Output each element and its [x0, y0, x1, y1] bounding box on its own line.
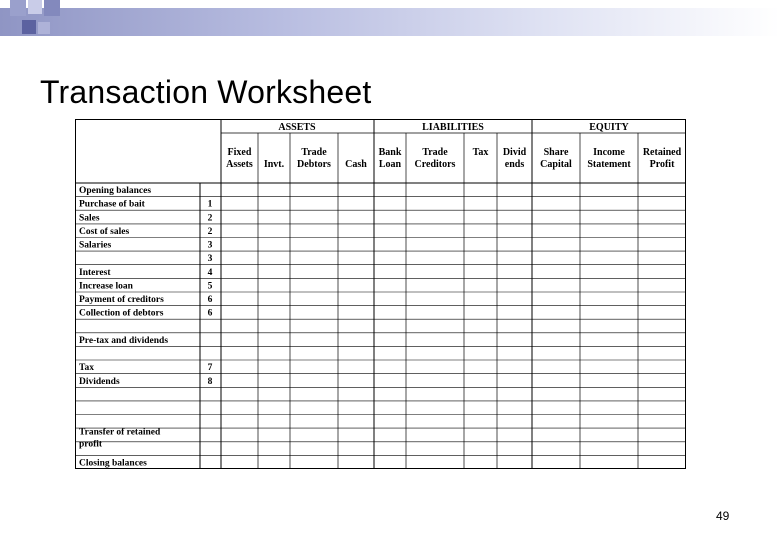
column-header: Assets: [226, 159, 253, 170]
decorative-square: [44, 0, 60, 16]
title-band: [0, 8, 780, 36]
row-label: profit: [79, 439, 103, 450]
row-label: Salaries: [79, 240, 112, 251]
row-ref-number: 3: [207, 240, 213, 251]
column-header: Trade: [301, 147, 327, 158]
row-label: Closing balances: [79, 458, 147, 469]
row-ref-number: 4: [207, 267, 213, 278]
column-header: Tax: [472, 147, 489, 158]
page-number: 49: [716, 509, 730, 523]
column-header: Creditors: [414, 159, 456, 170]
decorative-square: [38, 22, 50, 34]
decorative-square: [10, 0, 26, 16]
row-label: Sales: [79, 213, 100, 224]
row-ref-number: 8: [207, 376, 213, 387]
row-label: Collection of debtors: [79, 308, 164, 319]
page-title: Transaction Worksheet: [40, 74, 372, 110]
table-border: [76, 120, 686, 469]
row-ref-number: 7: [207, 363, 213, 374]
column-header: Statement: [587, 159, 631, 170]
transaction-worksheet-table: [75, 119, 686, 469]
assets-group-header: ASSETS: [278, 122, 316, 133]
column-header: Fixed: [227, 147, 252, 158]
column-header: Capital: [540, 159, 572, 170]
row-label: Increase loan: [79, 281, 133, 292]
row-label: Purchase of bait: [79, 199, 145, 210]
column-header: ends: [504, 159, 525, 170]
row-ref-number: 2: [207, 213, 213, 224]
row-label: Cost of sales: [79, 226, 130, 237]
row-ref-number: 6: [207, 295, 213, 306]
row-label: Transfer of retained: [79, 427, 161, 438]
decorative-square: [22, 20, 36, 34]
row-label: Interest: [79, 267, 111, 278]
column-header: Invt.: [263, 159, 285, 170]
row-label: Opening balances: [79, 186, 152, 197]
column-header: Bank: [378, 147, 402, 158]
column-header: Share: [543, 147, 569, 158]
decorative-square: [28, 0, 42, 14]
row-label: Dividends: [79, 376, 120, 387]
column-header: Debtors: [297, 159, 331, 170]
row-label: Pre-tax and dividends: [79, 335, 169, 346]
column-header: Divid: [502, 147, 527, 158]
row-ref-number: 6: [207, 308, 213, 319]
row-label: Payment of creditors: [79, 295, 164, 306]
column-header: Retained: [642, 147, 682, 158]
equity-group-header: EQUITY: [589, 122, 629, 133]
column-header: Trade: [422, 147, 448, 158]
column-header: Profit: [649, 159, 675, 170]
column-header: Income: [593, 147, 625, 158]
liabilities-group-header: LIABILITIES: [422, 122, 484, 133]
column-header: Cash: [345, 159, 367, 170]
row-label: Tax: [79, 363, 94, 374]
column-header: Loan: [378, 159, 402, 170]
row-ref-number: 1: [207, 199, 213, 210]
row-ref-number: 3: [207, 254, 213, 265]
row-ref-number: 2: [207, 226, 213, 237]
row-ref-number: 5: [207, 281, 213, 292]
